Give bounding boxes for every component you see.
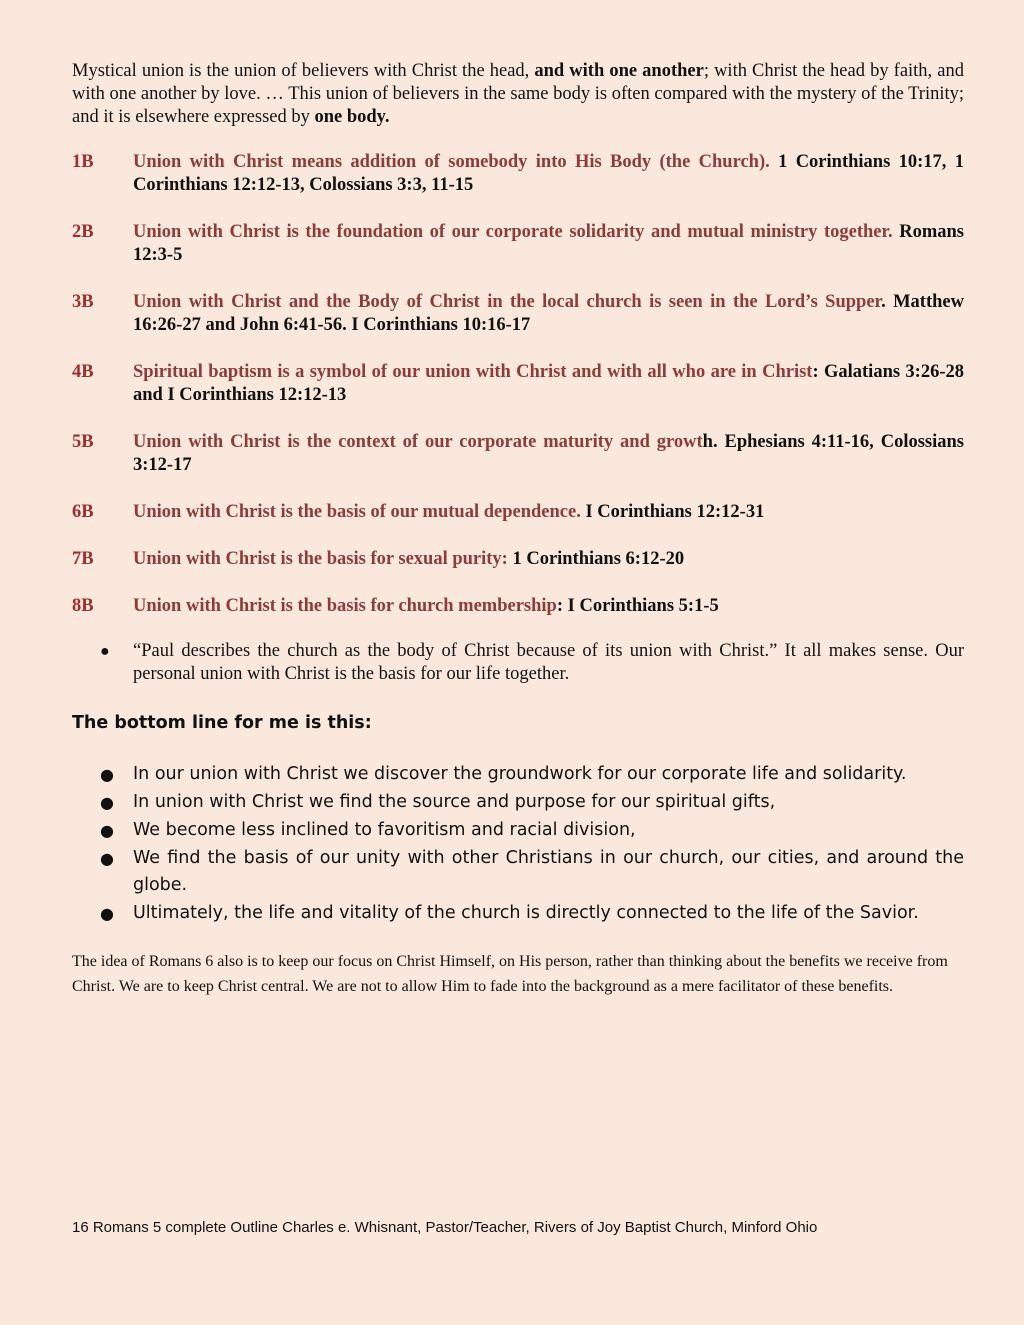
list-item-text: We find the basis of our unity with other Christians in our church, our cities, and around the globe. [133, 848, 964, 895]
outline-text [133, 548, 964, 571]
outline-reference: Matthew 16:26-27 and John 6:41-56. I Corinthians 10:16-17 [133, 292, 964, 335]
list-item-text: Ultimately, the life and vitality of the church is directly connected to the life of the Savior. [133, 903, 919, 923]
outline-text [133, 501, 964, 524]
document-page [72, 60, 964, 999]
outline-reference: Ephesians 4:11-16, Colossians 3:12-17 [133, 432, 964, 475]
outline-reference: I Corinthians 5:1-5 [563, 596, 719, 616]
outline-reference: Galatians 3:26-28 and I Corinthians 12:12-13 [133, 362, 965, 405]
bottom-line-heading: The bottom line for me is this: [72, 713, 372, 733]
outline-text [133, 595, 964, 618]
list-item-text: We become less inclined to favoritism and racial division, [133, 820, 636, 840]
outline-text [133, 431, 964, 477]
quote-item [72, 640, 964, 686]
outline-heading: Union with Christ is the context of our corporate maturity and growt [133, 432, 703, 452]
bullet-icon: ● [100, 643, 110, 660]
outline-heading: Union with Christ is the basis of our mutual dependence. [133, 502, 581, 522]
outline-label: 1B [72, 152, 94, 172]
outline-reference: 1 Corinthians 6:12-20 [507, 549, 685, 569]
outline-heading: Union with Christ and the Body of Christ in the local church is seen in the Lord’s Supper [133, 292, 882, 312]
outline-item [72, 548, 964, 571]
outline-heading: Union with Christ is the basis for church membership [133, 596, 557, 616]
outline-separator: : [812, 362, 819, 382]
list-item [72, 845, 964, 899]
outline-text [133, 291, 964, 337]
list-item [72, 761, 964, 788]
outline-heading: Spiritual baptism is a symbol of our union with Christ and with all who are in Christ [133, 362, 813, 382]
outline-separator: . [881, 292, 886, 312]
outline-item [72, 151, 964, 197]
bullet-icon: ● [100, 849, 114, 868]
list-item [72, 817, 964, 844]
bottom-line-list [72, 761, 964, 927]
list-item [72, 900, 964, 927]
list-item [72, 789, 964, 816]
outline-reference: 1 Corinthians 10:17, 1 Corinthians 12:12-13, Colossians 3:3, 11-15 [133, 152, 964, 195]
outline-item [72, 361, 964, 407]
bullet-icon: ● [100, 793, 114, 812]
outline-separator: : [556, 596, 564, 616]
outline-separator: . [765, 152, 770, 172]
outline-label: 6B [72, 502, 94, 522]
outline-heading: Union with Christ is the basis for sexual purity: [133, 549, 508, 569]
page-footer: 16 Romans 5 complete Outline Charles e. Whisnant, Pastor/Teacher, Rivers of Joy Baptist Church, Minford Ohio [72, 1219, 818, 1236]
outline-heading: Union with Christ is the foundation of our corporate solidarity and mutual ministry together. [133, 222, 893, 242]
outline-reference: I Corinthians 12:12-31 [580, 502, 765, 522]
outline-text [133, 151, 964, 197]
intro-text-2: ; with Christ the head by faith, and with one another by love. … This union of believers in the same body is often compared with the mystery of the Trinity; and it is elsewhere expressed by [72, 61, 964, 127]
outline-label: 3B [72, 292, 94, 312]
outline-text [133, 361, 964, 407]
outline-reference: Romans 12:3-5 [133, 222, 964, 265]
outline-heading: Union with Christ means addition of somebody into His Body (the Church) [133, 152, 766, 172]
intro-text-1: Mystical union is the union of believers with Christ the head, [72, 61, 535, 81]
outline-label: 2B [72, 222, 94, 242]
outline-item [72, 595, 964, 618]
intro-bold-1: and with one another [534, 61, 704, 81]
outline-separator: h. [702, 432, 718, 452]
bullet-icon: ● [100, 904, 114, 923]
intro-bold-2: one body. [314, 107, 390, 127]
outline-label: 5B [72, 432, 94, 452]
quote-text: “Paul describes the church as the body of Christ because of its union with Christ.” It all makes sense. Our personal union with Christ is the basis for our life together. [133, 641, 964, 684]
intro-paragraph [72, 60, 964, 129]
outline-item [72, 501, 964, 524]
outline-item [72, 431, 964, 477]
bullet-icon: ● [100, 821, 114, 840]
closing-paragraph: The idea of Romans 6 also is to keep our focus on Christ Himself, on His person, rather than thinking about the benefits we receive from Christ. We are to keep Christ central. We are not to allow Him to fade into the background as a mere facilitator of these benefits. [72, 953, 948, 995]
outline-label: 7B [72, 549, 94, 569]
outline-item [72, 291, 964, 337]
quote-list [72, 640, 964, 686]
outline-list [72, 151, 964, 618]
outline-item [72, 221, 964, 267]
outline-label: 8B [72, 596, 94, 616]
list-item-text: In our union with Christ we discover the groundwork for our corporate life and solidarity. [133, 764, 907, 784]
bullet-icon: ● [100, 765, 114, 784]
outline-text [133, 221, 964, 267]
outline-label: 4B [72, 362, 94, 382]
list-item-text: In union with Christ we find the source and purpose for our spiritual gifts, [133, 792, 776, 812]
